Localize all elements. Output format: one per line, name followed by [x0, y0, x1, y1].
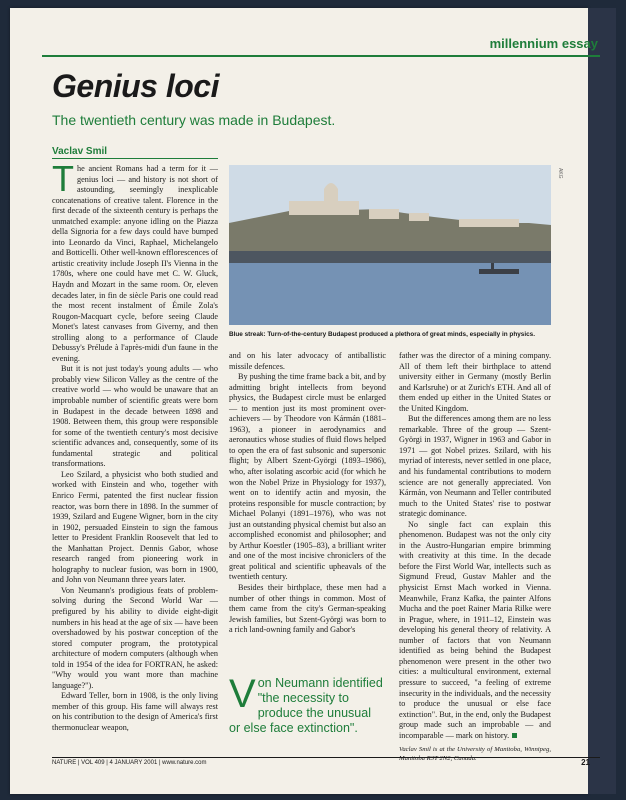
building [459, 219, 519, 227]
text-column-1 [52, 158, 218, 734]
paragraph [399, 520, 551, 741]
pull-quote-text: on Neumann identified "the necessity to produce the unusual or else face extinction". [229, 676, 383, 735]
photo-credit: AKG [557, 168, 563, 179]
caption-text: Turn-of-the-century Budapest produced a plethora of great minds, especially in physics. [265, 331, 535, 338]
paragraph: But it is not just today's young adults — who probably view Silicon Valley as the centre of the creative world — who would be unaware that an improbable number of scientific greats were born in Budapest in the decade between 1898 and 1908. Between them, this group were responsible for some of the twentieth century's most decisive scientific advances and, consequently, some of its fundamental strategic and political transformations. [52, 364, 218, 469]
scan-background-strip [588, 8, 616, 794]
author-name: Vaclav Smil [52, 146, 108, 157]
drop-cap: T [52, 158, 74, 199]
author-bio: Vaclav Smil is at the University of Manitoba, Winnipeg, Manitoba R3T 2N2, Canada. [399, 746, 551, 763]
section-label: millennium essay [489, 36, 598, 51]
author-rule [52, 158, 218, 159]
footer-citation: NATURE | VOL 409 | 4 JANUARY 2001 | www.nature.com [52, 760, 207, 766]
paragraph: But the differences among them are no less remarkable. Three of the group — Szent-Györgi in 1937, Wigner in 1963 and Gabor in 1971 — got Nobel prizes. Szilard, with his myriad of interests, never settled in one place, and his fundamental contributions to modern science are not generally appreciated. Von Kármán, von Neumann and Teller contributed much to the United States' rise to postwar strategic dominance. [399, 414, 551, 519]
text-column-2 [229, 351, 386, 636]
pull-quote-initial: V [229, 672, 256, 716]
pull-quote [229, 672, 385, 736]
paragraph: and on his later advocacy of antiballistic missile defences. [229, 351, 386, 371]
royal-palace [289, 201, 359, 215]
article-title: Genius loci [52, 68, 219, 104]
budapest-photo [229, 165, 551, 325]
steamboat [479, 269, 519, 274]
caption-lead: Blue streak: [229, 331, 266, 338]
paragraph [52, 158, 218, 364]
text-column-3 [399, 351, 551, 763]
steamboat-funnel [491, 263, 494, 270]
paragraph: By pushing the time frame back a bit, and by admitting bright intellects from beyond physics, the Budapest circle must be enlarged — to mention just its most prominent over-achievers — by Theodore von Kármán (1881–1963), a pioneer in aerodynamics and aeronautics whose studies of fluid flows helped to open the era of fast subsonic and supersonic flight; by Albert Szent-Györgi (1893–1986), who, after isolating ascorbic acid (for which he won the Nobel Prize in Physiology for 1937), went on to identify actin and myosin, the proteins responsible for muscle contraction; by Michael Polanyi (1891–1976), who was not just an outstanding physical chemist but also an accomplished economist and philosopher; and by Arthur Koestler (1905–83), a brilliant writer and one of the most incisive chroniclers of the great political and scientific upheavals of the twentieth century. [229, 372, 386, 582]
paragraph: Besides their birthplace, these men had a number of other things in common. Most of them came from the city's German-speaking Jewish families, but Szent-Györgi was born to a rich land-owning family and Gabor's [229, 583, 386, 635]
paragraph: father was the director of a mining company. All of them left their birthplace to attend university either in Germany (mostly Berlin and Karlsruhe) or at Zurich's ETH. And all of them ended up either in the United States or the United Kingdom. [399, 351, 551, 413]
article-subtitle: The twentieth century was made in Budapest. [52, 112, 336, 128]
building [369, 209, 399, 219]
budapest-panorama-image [229, 165, 551, 325]
palace-dome-base [324, 189, 338, 203]
photo-caption [229, 331, 551, 338]
paragraph-text: No single fact can explain this phenomenon. Budapest was not the only city in the Austro-Hungarian empire brimming with creativity at this time. In the decade before the First World War, intellects such as Sigmund Freud, Gustav Mahler and the physicist Ernst Mach worked in Vienna. Meanwhile, Franz Kafka, the painter Alfons Mucha and the poet Rainer Maria Rilke were in Prague, where, in 1911–12, Einstein was developing his general theory of relativity. A number of factors that von Neumann identified as being behind the Budapest phenomenon were present in the other two cities: a multicultural environment, external pressure to succeed, "a feeling of extreme insecurity in the individuals, and the necessity to produce the unusual or else face extinction". But, in the end, only the Budapest group made such an improbable — and incomparable — mark on history. [399, 519, 551, 740]
building [409, 213, 429, 221]
footer-rule [52, 757, 600, 758]
paragraph: Leo Szilard, a physicist who both studied and worked with Einstein and who, together with Enrico Fermi, patented the first nuclear fission reactor, was born there in 1898. In the summer of 1939, Szilard and Eugene Wigner, born in the city in 1902, persuaded Einstein to sign the famous letter to President Franklin Roosevelt that led to the Manhattan Project. Dennis Gabor, whose research ranged from pioneering work in holography to nuclear fusion, was born in 1900, and John von Neumann three years later. [52, 469, 218, 585]
header-rule [42, 55, 600, 57]
embankment [229, 251, 551, 265]
paragraph: Von Neumann's prodigious feats of problem-solving during the Second World War — prefigured by his ability to divide eight-digit numbers in his head at the age of six — have been overshadowed by his postwar conception of the stored computer program, the prototypical architecture of modern computers (although when told in 1954 of the idea for FORTRAN, he asked: "Why would you want more than machine language?"). [52, 585, 218, 690]
paragraph-text: he ancient Romans had a term for it — genius loci — and history is not short of astounding, seemingly inexplicable concatenations of creative talent. Florence in the first decade of the sixteenth century is perhaps the unmatched example: anyone idling on the Piazza della Signoria for a few days could have bumped into Leonardo da Vinci, Raphael, Michelangelo and Botticelli. Other well-known efflorescences of artistic creativity include Joseph II's Vienna in the 1780s, where one could have met C. W. Gluck, Haydn and Mozart in the same room. Or, eleven decades later, in fin de siècle Paris one could read the most recent instalment of Émile Zola's Rougon-Macquart cycle, before seeing Claude Monet's latest canvases from Giverny, and then strolling along to a performance of Claude Debussy's Prélude à l'après-midi d'un faune in the evening. [52, 164, 218, 363]
paragraph: Edward Teller, born in 1908, is the only living member of this group. His fame will always rest on his contribution to the design of America's first thermonuclear weapon, [52, 691, 218, 732]
page-number: 21 [581, 758, 590, 767]
end-mark-icon [512, 733, 517, 738]
